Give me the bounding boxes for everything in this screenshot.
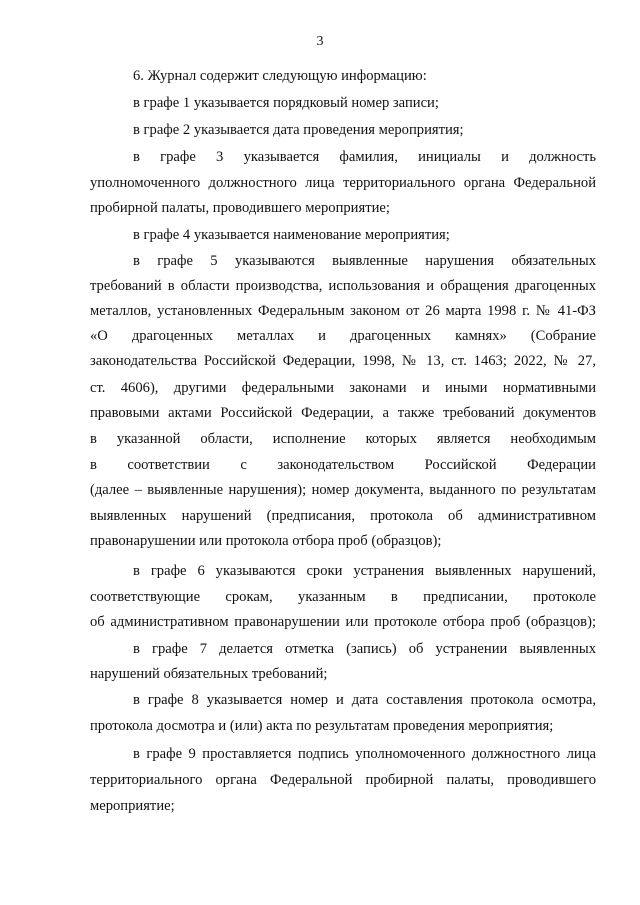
text-line: 6. Журнал содержит следующую информацию: [133, 68, 427, 84]
text-line: металлов, установленных Федеральным законом от 26 марта 1998 г. № 41-ФЗ [90, 303, 596, 319]
text-line: правонарушении или протокола отбора проб (образцов); [90, 533, 442, 549]
text-line: «О драгоценных металлах и драгоценных камнях» (Собрание [90, 328, 596, 344]
text-line: в соответствии с законодательством Российской Федерации [90, 457, 596, 473]
text-line: выявленных нарушений (предписания, протокола об административном [90, 508, 596, 524]
text-line: в графе 4 указывается наименование мероприятия; [133, 227, 450, 243]
text-line: в графе 9 проставляется подпись уполномоченного должностного лица [133, 746, 596, 762]
text-line: пробирной палаты, проводившего мероприятие; [90, 200, 390, 216]
text-line: территориального органа Федеральной пробирной палаты, проводившего [90, 772, 596, 788]
text-line: требований в области производства, использования и обращения драгоценных [90, 278, 596, 294]
text-line: уполномоченного должностного лица территориального органа Федеральной [90, 175, 596, 191]
text-line: в графе 2 указывается дата проведения мероприятия; [133, 122, 464, 138]
text-line: протокола досмотра и (или) акта по результатам проведения мероприятия; [90, 718, 554, 734]
text-line: в указанной области, исполнение которых является необходимым [90, 431, 596, 447]
text-line: ст. 4606), другими федеральными законами и иными нормативными [90, 380, 596, 396]
text-line: в графе 5 указываются выявленные нарушения обязательных [133, 253, 596, 269]
text-line: нарушений обязательных требований; [90, 666, 328, 682]
text-line: правовыми актами Российской Федерации, а также требований документов [90, 405, 596, 421]
text-line: в графе 1 указывается порядковый номер записи; [133, 95, 439, 111]
text-line: в графе 7 делается отметка (запись) об устранении выявленных [133, 641, 596, 657]
text-line: законодательства Российской Федерации, 1998, № 13, ст. 1463; 2022, № 27, [90, 353, 596, 369]
text-line: (далее – выявленные нарушения); номер документа, выданного по результатам [90, 482, 596, 498]
text-line: об административном правонарушении или протоколе отбора проб (образцов); [90, 614, 596, 630]
text-line: в графе 8 указывается номер и дата составления протокола осмотра, [133, 692, 596, 708]
page-number: 3 [316, 34, 324, 49]
text-line: в графе 3 указывается фамилия, инициалы и должность [133, 149, 596, 165]
text-line: мероприятие; [90, 798, 175, 814]
text-line: в графе 6 указываются сроки устранения выявленных нарушений, [133, 563, 596, 579]
text-line: соответствующие срокам, указанным в предписании, протоколе [90, 589, 596, 605]
